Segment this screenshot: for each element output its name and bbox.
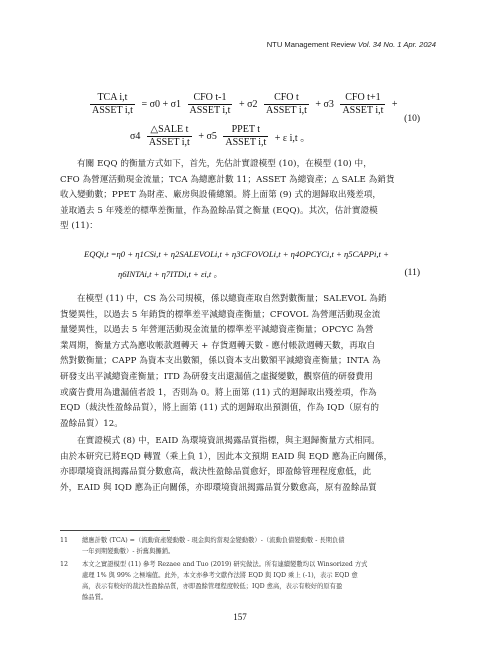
- paragraph-1: [60, 157, 422, 235]
- equation-operator: + σ5: [198, 131, 217, 142]
- fraction-denominator: ASSET i,t: [189, 105, 231, 116]
- fraction-numerator: CFO t-1: [188, 92, 233, 105]
- footnote-line: 本文之實證模型 (11) 參考 Rezaee and Tuo (2019) 研究做法。所有連續變數均以 Winsorized 方式: [82, 561, 368, 568]
- fraction-cfo-lag: [188, 92, 233, 117]
- equation-operator: + σ3: [315, 99, 334, 110]
- footnote-divider: [60, 530, 170, 531]
- equation-operator: = σ0 + σ1: [141, 99, 181, 110]
- paragraph-2: [60, 292, 422, 432]
- footnote-line: 處理 1% 與 99% 之極端值。此外，本文亦參考文獻作法將 EQD 與 IQD 乘上 (-1)，表示 EQD 愈: [82, 572, 358, 579]
- text-line: 有關 EQQ 的衡量方式如下，首先，先估計實證模型 (10)，在模型 (10) 中，: [77, 159, 372, 169]
- equation-11-number: (11): [404, 268, 420, 278]
- footnote-11: [60, 535, 422, 557]
- fraction-tca: [90, 92, 135, 117]
- footnote-number: 11: [60, 537, 69, 544]
- equation-11-line-2: η6INTAi,t + η7ITDi,t + εi,t 。: [118, 269, 223, 279]
- equation-10-number: (10): [404, 114, 420, 124]
- fraction-denominator: ASSET i,t: [92, 105, 133, 116]
- text-line: 亦即環境資訊揭露品質分數愈高，裁決性盈餘品質愈好，即盈餘管理程度愈低，此: [60, 467, 372, 478]
- fraction-cfo-lead: [340, 92, 385, 117]
- text-line: EQD（裁決性盈餘品質），將上面第 (11) 式的迴歸取出預測值，作為 IQD（原有的: [60, 403, 380, 414]
- paragraph-3: [60, 434, 422, 496]
- text-line: 盈餘品質）12。: [60, 418, 123, 429]
- text-line: 收入變動數；PPET 為財產、廠房與設備總額。將上面第 (9) 式的迴歸取出殘差項，: [60, 190, 382, 201]
- equation-10-line-2: [128, 124, 312, 149]
- text-line: 型 (11)：: [60, 221, 98, 232]
- footnote-line: 高，表示有較好的裁決性盈餘品質，亦即盈餘管理程度較低；IQD 愈高，表示有較好的原有盈: [82, 583, 343, 590]
- fraction-denominator: ASSET i,t: [265, 105, 307, 116]
- text-line: 在實證模式 (8) 中，EAID 為環境資訊揭露品質指標，與主迴歸衡量方式相同。: [77, 436, 380, 446]
- footnote-line: 總應計數 (TCA) =（流動資產變動數 - 現金與約當現金變動數）-（流動負債變動數 - 長期負債: [82, 537, 345, 544]
- footnote-12: [60, 559, 422, 603]
- text-line: 在模型 (11) 中，CS 為公司規模，係以總資產取自然對數衡量；SALEVOL 為銷: [77, 294, 387, 304]
- text-line: 外，EAID 與 IQD 應為正向關係，亦即環境資訊揭露品質分數愈高，原有盈餘品質: [60, 482, 377, 493]
- text-line: 貨變異性，以過去 5 年銷貨的標準差平減總資產衡量；CFOVOL 為營運活動現金流: [60, 309, 381, 320]
- text-line: 研發支出平減總資產衡量；ITD 為研發支出還漏值之虛擬變數，觀察值的研發費用: [60, 371, 373, 382]
- fraction-sale-change: [147, 124, 192, 149]
- running-head: [267, 40, 436, 49]
- equation-10-line-1: [88, 92, 400, 117]
- fraction-numerator: PPET t: [223, 124, 268, 137]
- fraction-numerator: CFO t+1: [340, 92, 385, 105]
- equation-operator: +: [391, 99, 398, 110]
- text-line: 量變異性，以過去 5 年營運活動現金流量的標準差平減總資產衡量；OPCYC 為營: [60, 325, 374, 336]
- text-line: 由於本研究已將EQD 轉置（乘上負 1），因此本文預期 EAID 與 EQD 應為正向關係，: [60, 451, 393, 462]
- fraction-numerator: TCA i,t: [90, 92, 135, 105]
- footnotes: [60, 535, 422, 605]
- fraction-ppet: [223, 124, 268, 149]
- text-line: CFO 為營運活動現金流量；TCA 為總應計數 11；ASSET 為總資產；△ SALE 為銷貨: [60, 174, 395, 185]
- fraction-denominator: ASSET i,t: [148, 137, 190, 148]
- fraction-denominator: ASSET i,t: [225, 137, 267, 148]
- equation-11-line-1: EQQi,t =η0 + η1CSi,t + η2SALEVOLi,t + η3CFOVOLi,t + η4OPCYCi,t + η5CAPPi,t +: [84, 249, 389, 259]
- footnote-number: 12: [60, 561, 69, 568]
- fraction-numerator: CFO t: [264, 92, 309, 105]
- text-line: 然對數衡量；CAPP 為資本支出數額，係以資本支出數額平減總資產衡量；INTA 為: [60, 356, 381, 367]
- fraction-cfo: [264, 92, 309, 117]
- fraction-denominator: ASSET i,t: [342, 105, 384, 116]
- page-number: 157: [233, 612, 247, 622]
- text-line: 或廣告費用為遺漏值者設 1，否則為 0。將上面第 (11) 式的迴歸取出殘差項，作為: [60, 387, 377, 398]
- equation-operator: σ4: [130, 131, 141, 142]
- volume-issue: Vol. 34 No. 1 Apr. 2024: [357, 40, 436, 49]
- footnote-line: 一年到期變動數）- 折舊與攤銷。: [82, 548, 175, 555]
- equation-operator: + ε i,t 。: [274, 133, 311, 144]
- journal-name: NTU Management Review: [266, 40, 356, 49]
- fraction-numerator: △SALE t: [147, 124, 192, 137]
- footnote-line: 餘品質。: [82, 594, 108, 601]
- equation-operator: + σ2: [238, 99, 258, 110]
- text-line: 業周期，衡量方式為應收帳款週轉天 + 存貨週轉天數 - 應付帳款週轉天數，再取自: [60, 340, 376, 351]
- text-line: 並取過去 5 年殘差的標準差衡量，作為盈餘品質之衡量 (EQQ)。其次，估計實證模: [60, 205, 378, 216]
